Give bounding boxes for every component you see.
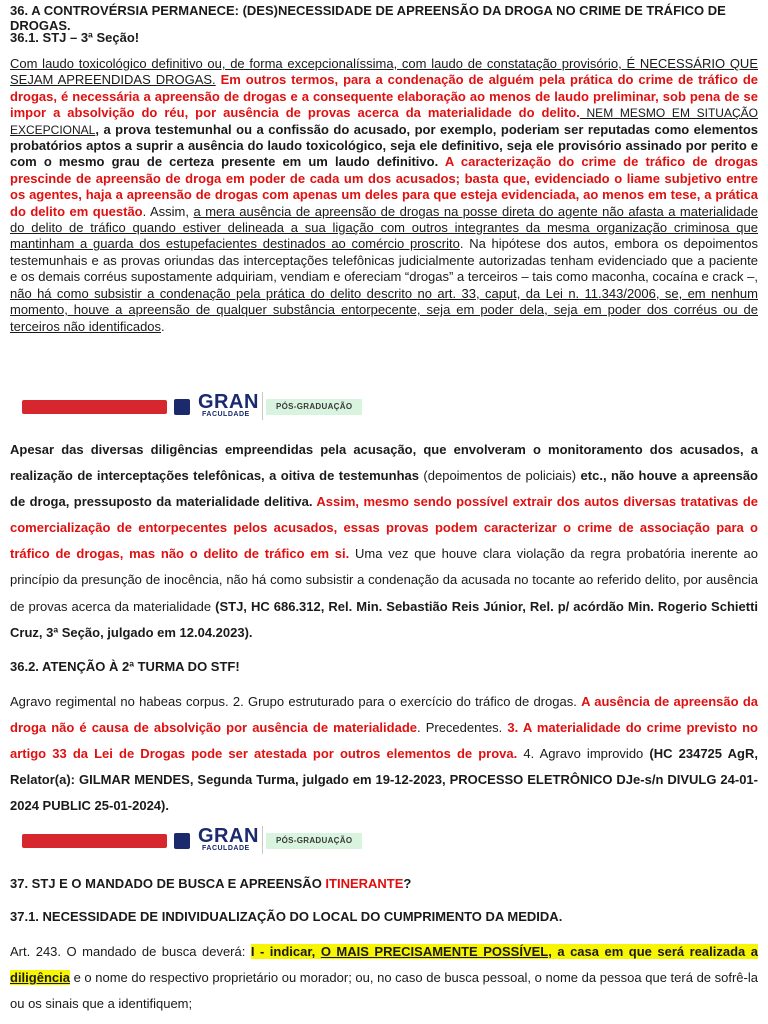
gran-logo-subtitle: FACULDADE [202,411,250,418]
paragraph-stj-3a-secao [10,56,758,335]
text-segment: Assim, mesmo sendo possível extrair dos autos diversas tratativas de comercialização de entorpecentes pelos acusados, essas provas podem caracterizar o crime de associação para o tráfico de drogas, mas não o delito de tráfico em si. [10,494,758,562]
text-segment: O MAIS PRECISAMENTE POSSÍVEL [320,944,549,959]
text-segment: ITINERANTE [325,876,404,891]
text-segment: Em outros termos, para a condenação de alguém pela prática do crime de tráfico de drogas, é necessária a apreensão de drogas e a consequente elaboração ao menos de laudo preliminar, sob pena de se impor a absolvição do réu, por ausência de provas acerca da materialidade do delito. [10,72,758,121]
text-segment: A ausência de apreensão da droga não é causa de absolvição por ausência de materialidade [10,694,758,736]
text-segment: a mera ausência de apreensão de drogas na posse direta do agente não afasta a materialidade do delito de tráfico quando estiver delineada a sua ligação com outros integrantes da mesma organização criminosa que mantinham a guarda dos estupefacientes destinados ao comércio proscrito [10,203,758,252]
banner-red-bar [22,400,167,414]
paragraph-apesar [10,437,758,646]
text-segment: Agravo regimental no habeas corpus. 2. Grupo estruturado para o exercício do tráfico de drogas. [10,694,582,709]
text-segment: . Na hipótese dos autos, embora os depoimentos testemunhais e as provas oriundas das interceptações telefônicas judicialmente autorizadas tenham evidenciado que a paciente e os demais corréus supostamente adquiriam, vendiam e ofereciam “drogas” a terceiros – tais como maconha, cocaína e crack –, [10,236,758,285]
text-segment: ? [403,876,412,891]
paragraph-art-243 [10,939,758,1017]
banner-logo-square-icon [174,833,190,849]
text-segment: , a casa em que será realizada a [548,944,759,959]
banner-divider [262,826,263,854]
text-segment: 37. STJ E O MANDADO DE BUSCA E APREENSÃO [10,876,326,891]
text-segment: (depoimentos de policiais) [423,468,577,484]
text-segment: diligência [10,970,70,986]
text-segment: , a prova testemunhal ou a confissão do acusado, por exemplo, poderiam ser reputadas como elementos probatórios aptos a suprir a ausência do laudo toxicológico, seja ele definitivo, seja ele provisório assinado por perito e com o mesmo grau de certeza presente em um laudo definitivo. [10,121,758,170]
banner-divider [262,392,263,420]
text-segment: I - indicar, [250,944,321,959]
text-segment: . Assim, [142,203,194,219]
pos-graduacao-tag: PÓS-GRADUAÇÃO [266,833,362,849]
text-segment: etc., não houve a apreensão de droga, pressuposto da materialidade delitiva. [10,468,758,510]
pos-graduacao-tag: PÓS-GRADUAÇÃO [266,399,362,415]
text-segment: Com laudo toxicológico definitivo ou, de forma excepcionalíssima, com laudo de constatação provisório, É NECESSÁRIO QUE SEJAM APREENDIDAS DROGAS. [10,56,758,88]
text-segment: Apesar das diversas diligências empreendidas pela acusação, que envolveram o monitoramento dos acusados, a realização de interceptações telefônicas, a oitiva de testemunhas [10,442,758,484]
section-36-1-title: 36.1. STJ – 3ª Seção! [10,30,140,45]
paragraph-agravo [10,689,758,819]
text-segment: (HC 234725 AgR, Relator(a): GILMAR MENDES, Segunda Turma, julgado em 19-12-2023, PROCESSO ELETRÔNICO DJe-s/n DIVULG 24-01-2024 PUBLIC 25-01-2024). [10,746,758,814]
text-segment: (STJ, HC 686.312, Rel. Min. Sebastião Reis Júnior, Rel. p/ acórdão Min. Rogerio Schietti Cruz, 3ª Seção, julgado em 12.04.2023). [10,598,759,640]
section-37-1-title: 37.1. NECESSIDADE DE INDIVIDUALIZAÇÃO DO LOCAL DO CUMPRIMENTO DA MEDIDA. [10,909,563,924]
gran-banner [12,388,362,422]
text-segment: 4. Agravo improvido [517,746,650,762]
gran-banner [12,822,362,856]
banner-logo-square-icon [174,399,190,415]
gran-logo: GRAN [198,825,259,847]
banner-red-bar [22,834,167,848]
gran-logo-subtitle: FACULDADE [202,845,250,852]
section-36-title: 36. A CONTROVÉRSIA PERMANECE: (DES)NECESSIDADE DE APREENSÃO DA DROGA NO CRIME DE TRÁFICO DE DROGAS. [10,3,726,33]
text-segment: 3. A materialidade do crime previsto no artigo 33 da Lei de Drogas pode ser atestada por outros elementos de prova. [10,720,758,762]
section-36-2-title: 36.2. ATENÇÃO À 2ª TURMA DO STF! [10,659,240,674]
section-37-title [10,876,411,891]
gran-logo: GRAN [198,391,259,413]
text-segment: NEM MESMO EM SITUAÇÃO EXCEPCIONAL [10,106,758,137]
text-segment: . [161,318,165,334]
text-segment: . Precedentes. [417,720,508,736]
text-segment: e o nome do respectivo proprietário ou morador; ou, no caso de busca pessoal, o nome da pessoa que terá de sofrê-la ou os sinais que a identifiquem; [10,970,758,1012]
text-segment: não há como subsistir a condenação pela prática do delito descrito no art. 33, caput, da Lei n. 11.343/2006, se, em nenhum momento, houve a apreensão de qualquer substância entorpecente, seja em poder dela, seja em poder dos corréus ou de terceiros não identificados [10,285,758,334]
text-segment: A caracterização do crime de tráfico de drogas prescinde de apreensão de droga em poder de cada um dos acusados; basta que, evidenciado o liame subjetivo entre os agentes, haja a apreensão de drogas com apenas um deles para que esteja evidenciada, ao menos em tese, a prática do delito em questão [10,154,758,219]
text-segment: Art. 243. O mandado de busca deverá: [10,944,251,959]
text-segment: Uma vez que houve clara violação da regra probatória inerente ao princípio da presunção de inocência, não há como subsistir a condenação da acusada no tocante ao referido delito, por ausência de provas acerca da materialidade [10,546,758,614]
